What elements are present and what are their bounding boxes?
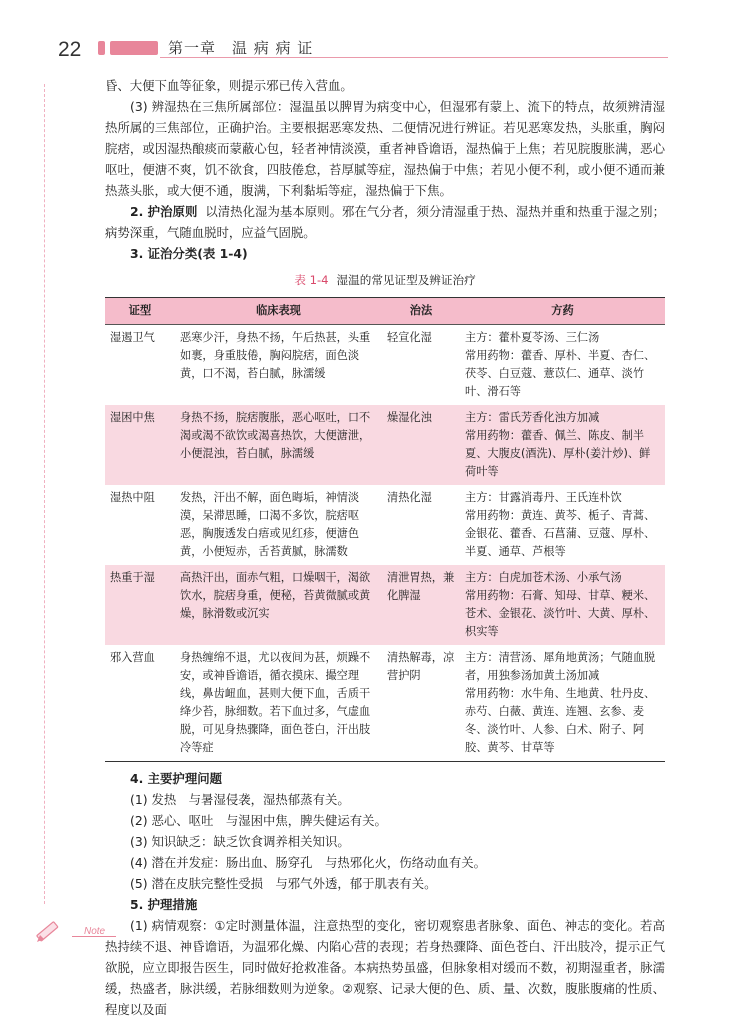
table-row: [105, 325, 665, 406]
table-row: [105, 405, 665, 485]
section-2-paragraph: [105, 201, 665, 243]
page-body: [105, 75, 665, 1020]
cell-formula: [460, 405, 665, 485]
cell-method: 清热化湿: [387, 491, 432, 504]
chapter-title: 第一章 温 病 病 证: [168, 39, 314, 57]
section-3-heading-row: [105, 243, 665, 264]
cell-formula: [460, 565, 665, 645]
section-2-heading: 2. 护治原则: [130, 204, 198, 219]
cell-symptoms: 高热汗出，面赤气粗，口燥咽干，渴欲饮水，脘痞身重，便秘，苔黄微腻或黄燥，脉滑数或沉实: [175, 565, 382, 645]
cell-symptoms: 身热缠绵不退，尤以夜间为甚，烦躁不安，或神昏谵语，循衣摸床、撮空理线，鼻齿衄血，甚则大便下血，舌质干绛少苔，脉细数。若下血过多，气虚血脱，可见身热骤降，面色苍白，汗出肢冷等症: [175, 645, 382, 762]
formula-drugs: 常用药物：藿香、佩兰、陈皮、制半夏、大腹皮(酒洗)、厚朴(姜汁炒)、鲜荷叶等: [465, 429, 651, 478]
section-5-heading: 5. 护理措施: [130, 897, 198, 912]
section-4-heading: 4. 主要护理问题: [130, 771, 222, 786]
note-marker: [32, 908, 112, 948]
header-rule: [160, 57, 668, 58]
list-item: (1) 发热 与暑湿侵袭，湿热郁蒸有关。: [130, 792, 350, 807]
intro-paragraph-2: (3) 辨湿热在三焦所属部位：湿温虽以脾胃为病变中心，但湿邪有蒙上、流下的特点，故须辨清湿热所属的三焦部位，正确护治。主要根据恶寒发热、二便情况进行辨证。若见恶寒发热，头胀重，胸闷脘痞，或因湿热酿痰而蒙蔽心包，轻者神情淡漠，重者神昏谵语，湿热偏于上焦；若见脘腹胀满，恶心呕吐，便溏不爽，饥不欲食，四肢倦怠，苔厚腻等症，湿热偏于中焦；若见小便不利，或小便不通而兼热蒸头胀，或大便不通，腹满，下利黏垢等症，湿热偏于下焦。: [105, 99, 665, 198]
table-number: 表 1-4: [294, 273, 329, 287]
header-formula: 方药: [460, 298, 665, 325]
table-caption: [105, 270, 665, 291]
header-method: 治法: [382, 298, 460, 325]
header-accent-bar: [98, 41, 105, 55]
formula-main: 主方：雷氏芳香化浊方加减: [465, 411, 600, 424]
page-header: [0, 0, 730, 70]
cell-syndrome: 湿困中焦: [105, 405, 175, 485]
cell-method: 清泄胃热，兼化脾湿: [382, 565, 460, 645]
pencil-icon: [32, 914, 66, 948]
cell-method: 清热解毒，凉营护阴: [382, 645, 460, 762]
cell-syndrome: 热重于湿: [105, 565, 175, 645]
cell-syndrome: 湿热中阻: [110, 491, 155, 504]
header-accent-bar-wide: [110, 41, 158, 55]
table-title: 湿温的常见证型及辨证治疗: [336, 273, 476, 287]
list-item: (4) 潜在并发症：肠出血、肠穿孔 与热邪化火，伤络动血有关。: [130, 855, 487, 870]
intro-paragraph-1: 昏、大便下血等征象，则提示邪已传入营血。: [105, 78, 353, 93]
cell-formula: [460, 325, 665, 406]
nursing-section: [105, 768, 665, 1020]
cell-symptoms: 恶寒少汗，身热不扬，午后热甚，头重如裹，身重肢倦，胸闷脘痞，面色淡黄，口不渴，苔白腻，脉濡缓: [180, 331, 371, 380]
cell-formula: [460, 645, 665, 762]
section-3-heading: 3. 证治分类(表 1-4): [130, 246, 248, 261]
table-row: [105, 485, 665, 565]
formula-drugs: 常用药物：藿香、厚朴、半夏、杏仁、茯苓、白豆蔻、薏苡仁、通草、淡竹叶、滑石等: [465, 349, 656, 398]
cell-syndrome: 邪入营血: [105, 645, 175, 762]
list-item: (3) 知识缺乏：缺乏饮食调养相关知识。: [130, 834, 350, 849]
table-row: [105, 645, 665, 762]
cell-method: 轻宣化湿: [387, 331, 432, 344]
margin-note-guide: [44, 84, 45, 904]
cell-formula: [460, 485, 665, 565]
formula-main: 主方：藿朴夏苓汤、三仁汤: [465, 331, 600, 344]
formula-drugs: 常用药物：水牛角、生地黄、牡丹皮、赤芍、白薇、黄连、连翘、玄参、麦冬、淡竹叶、人参、白术、附子、阿胶、黄芩、甘草等: [465, 687, 656, 754]
cell-method: 燥湿化浊: [382, 405, 460, 485]
formula-main: 主方：清营汤、犀角地黄汤；气随血脱者，用独参汤加黄土汤加减: [465, 651, 656, 682]
section-5-paragraph: (1) 病情观察：①定时测量体温，注意热型的变化，密切观察患者脉象、面色、神志的变化。若高热持续不退、神昏谵语，为温邪化燥、内陷心营的表现；若身热骤降、面色苍白、汗出肢冷，提示正气欲脱，应立即报告医生，同时做好抢救准备。本病热势虽盛，但脉象相对缓而不数，初期湿重者，脉濡缓，热盛者，脉洪缓，若脉细数则为逆象。②观察、记录大便的色、质、量、次数，腹胀腹痛的性质、程度以及面: [105, 918, 665, 1017]
header-syndrome: 证型: [105, 298, 175, 325]
header-symptoms: 临床表现: [175, 298, 382, 325]
list-item: (5) 潜在皮肤完整性受损 与邪气外透，郁于肌表有关。: [130, 876, 437, 891]
cell-syndrome: 湿遏卫气: [110, 331, 155, 344]
section-5-heading-row: [105, 894, 665, 915]
note-label: Note: [84, 926, 106, 937]
table-row: [105, 565, 665, 645]
list-item: (2) 恶心、呕吐 与湿困中焦，脾失健运有关。: [130, 813, 387, 828]
section-2-text: 以清热化湿为基本原则。邪在气分者，须分清湿重于热、湿热并重和热重于湿之别；病势深重，气随血脱时，应益气固脱。: [105, 204, 665, 240]
table-header-row: [105, 298, 665, 325]
formula-main: 主方：白虎加苍术汤、小承气汤: [465, 571, 622, 584]
formula-drugs: 常用药物：石膏、知母、甘草、粳米、苍术、金银花、淡竹叶、大黄、厚朴、枳实等: [465, 589, 656, 638]
cell-symptoms: 身热不扬，脘痞腹胀，恶心呕吐，口不渴或渴不欲饮或渴喜热饮，大便溏泄，小便混浊，苔白腻，脉濡缓: [175, 405, 382, 485]
page-number: 22: [58, 38, 82, 61]
cell-symptoms: 发热，汗出不解，面色晦垢，神情淡漠，呆滞思睡，口渴不多饮，脘痞呕恶，胸腹透发白痦或见红疹，便溏色黄，小便短赤，舌苔黄腻，脉濡数: [180, 491, 360, 558]
formula-drugs: 常用药物：黄连、黄芩、栀子、青蒿、金银花、藿香、石菖蒲、豆蔻、厚朴、半夏、通草、芦根等: [465, 509, 656, 558]
section-4-heading-row: [105, 768, 665, 789]
formula-main: 主方：甘露消毒丹、王氏连朴饮: [465, 491, 622, 504]
syndrome-table: [105, 297, 665, 762]
